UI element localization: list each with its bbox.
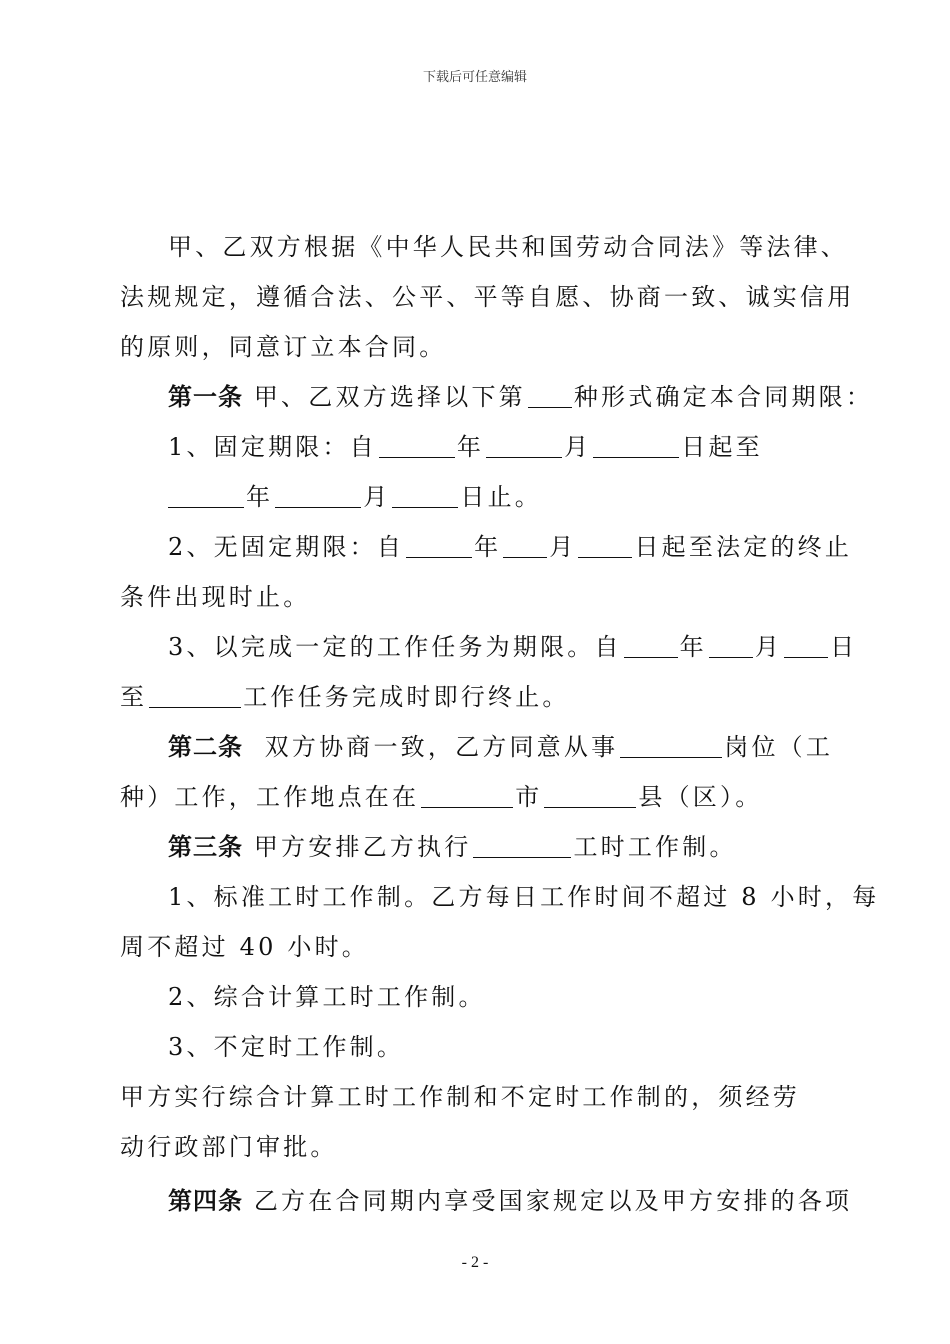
open-start-day-blank[interactable] bbox=[578, 531, 632, 558]
article-3-text-a: 甲方安排乙方执行 bbox=[253, 833, 472, 861]
task-term-label: 3、以完成一定的工作任务为期限。自 bbox=[168, 633, 622, 661]
month-label: 月 bbox=[549, 533, 577, 561]
approval-note-line-2: 动行政部门审批。 bbox=[120, 1133, 338, 1161]
task-start-month-blank[interactable] bbox=[709, 631, 753, 658]
comprehensive-hours-line: 2、综合计算工时工作制。 bbox=[168, 983, 486, 1011]
approval-note-line-1: 甲方实行综合计算工时工作制和不定时工作制的，须经劳 bbox=[120, 1083, 800, 1111]
standard-hours-line-2: 周不超过 40 小时。 bbox=[120, 933, 369, 961]
fixed-term-line-2 bbox=[120, 472, 832, 522]
city-label: 市 bbox=[515, 783, 543, 811]
task-to-label: 至 bbox=[120, 683, 148, 711]
intro-line-3: 的原则，同意订立本合同。 bbox=[120, 333, 447, 361]
contract-body bbox=[120, 222, 880, 1226]
position-blank[interactable] bbox=[620, 731, 722, 758]
intro-line-1: 甲、乙双方根据《中华人民共和国劳动合同法》等法律、 bbox=[168, 233, 848, 261]
article-1-intro-a: 甲、乙双方选择以下第 bbox=[253, 383, 526, 411]
fixed-term-line-1 bbox=[120, 422, 832, 472]
article-1-intro-b: 种形式确定本合同期限： bbox=[573, 383, 874, 411]
year-label: 年 bbox=[474, 533, 502, 561]
month-label: 月 bbox=[564, 433, 592, 461]
open-term-label: 2、无固定期限：自 bbox=[168, 533, 405, 561]
fixed-end-year-blank[interactable] bbox=[168, 481, 244, 508]
form-choice-blank[interactable] bbox=[528, 381, 572, 408]
intro-line-2: 法规规定，遵循合法、公平、平等自愿、协商一致、诚实信用 bbox=[120, 283, 855, 311]
article-2-text-a: 双方协商一致，乙方同意从事 bbox=[264, 733, 619, 761]
article-4-text: 乙方在合同期内享受国家规定以及甲方安排的各项 bbox=[253, 1187, 853, 1215]
article-4-title: 第四条 bbox=[168, 1186, 243, 1215]
open-from-label: 日起至法定的终止 bbox=[634, 533, 853, 561]
open-start-month-blank[interactable] bbox=[503, 531, 547, 558]
open-term-line-2: 条件出现时止。 bbox=[120, 583, 311, 611]
flexible-hours-line: 3、不定时工作制。 bbox=[168, 1033, 405, 1061]
article-1-heading bbox=[120, 372, 874, 422]
task-term-line-1 bbox=[120, 622, 858, 672]
month-label: 月 bbox=[363, 483, 391, 511]
year-label: 年 bbox=[246, 483, 274, 511]
month-label: 月 bbox=[754, 633, 783, 661]
year-label: 年 bbox=[456, 433, 485, 461]
day-label: 日 bbox=[830, 633, 858, 661]
work-hours-blank[interactable] bbox=[473, 831, 571, 858]
fixed-term-label: 1、固定期限：自 bbox=[168, 433, 377, 461]
article-2-title: 第二条 bbox=[168, 732, 243, 761]
task-blank[interactable] bbox=[149, 681, 241, 708]
article-3-text-b: 工时工作制。 bbox=[573, 833, 737, 861]
open-term-line-1 bbox=[120, 522, 853, 572]
fixed-start-month-blank[interactable] bbox=[486, 431, 562, 458]
article-3-line-1 bbox=[120, 822, 832, 872]
article-4-line-1 bbox=[120, 1176, 853, 1226]
city-blank[interactable] bbox=[421, 781, 513, 808]
year-label: 年 bbox=[679, 633, 707, 661]
county-label: 县（区）。 bbox=[638, 783, 763, 811]
task-start-year-blank[interactable] bbox=[624, 631, 678, 658]
fixed-start-day-blank[interactable] bbox=[593, 431, 679, 458]
article-2-line-1 bbox=[120, 722, 832, 772]
fixed-end-label: 日止。 bbox=[460, 483, 543, 511]
county-blank[interactable] bbox=[544, 781, 636, 808]
standard-hours-line-1: 1、标准工时工作制。乙方每日工作时间不超过 8 小时，每 bbox=[168, 883, 880, 911]
fixed-from-label: 日起至 bbox=[681, 433, 763, 461]
article-2-text-c: 种）工作，工作地点在在 bbox=[120, 783, 420, 811]
open-start-year-blank[interactable] bbox=[406, 531, 472, 558]
article-2-line-2 bbox=[120, 772, 832, 822]
fixed-end-day-blank[interactable] bbox=[392, 481, 458, 508]
article-1-title: 第一条 bbox=[168, 382, 243, 411]
fixed-end-month-blank[interactable] bbox=[275, 481, 361, 508]
fixed-start-year-blank[interactable] bbox=[379, 431, 455, 458]
task-term-line-2 bbox=[120, 672, 832, 722]
task-start-day-blank[interactable] bbox=[784, 631, 828, 658]
article-3-title: 第三条 bbox=[168, 832, 243, 861]
page-number: - 2 - bbox=[461, 1254, 489, 1271]
task-end-label: 工作任务完成时即行终止。 bbox=[243, 683, 570, 711]
article-2-text-b: 岗位（工 bbox=[724, 733, 834, 761]
page-header: 下载后可任意编辑 bbox=[422, 70, 527, 85]
